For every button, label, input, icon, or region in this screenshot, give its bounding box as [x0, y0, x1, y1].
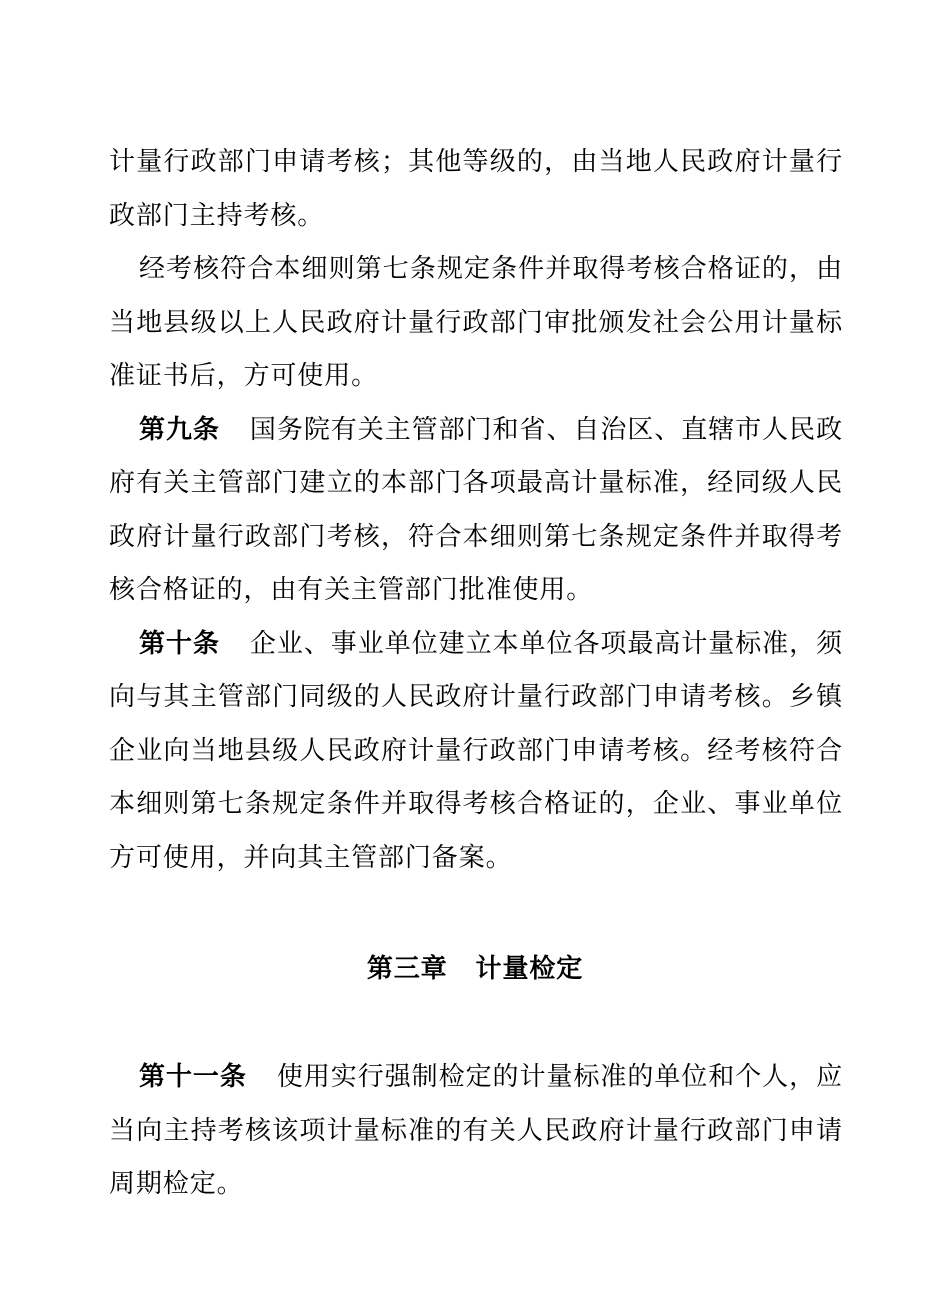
article-10-number: 第十条 [139, 628, 220, 659]
text-section-top [109, 136, 843, 885]
paragraph-continuation: 计量行政部门申请考核；其他等级的，由当地人民政府计量行政部门主持考核。 [109, 147, 843, 231]
article-11 [109, 1051, 843, 1212]
paragraph-approval: 经考核符合本细则第七条规定条件并取得考核合格证的，由当地县级以上人民政府计量行政部门审批颁发社会公用计量标准证书后，方可使用。 [109, 254, 843, 391]
text-section-bottom [109, 1051, 843, 1212]
chapter-number: 第三章 [366, 954, 448, 984]
article-10-text: 企业、事业单位建立本单位各项最高计量标准，须向与其主管部门同级的人民政府计量行政部门申请考核。乡镇企业向当地县级人民政府计量行政部门申请考核。经考核符合本细则第七条规定条件并取得考核合格证的，企业、事业单位方可使用，并向其主管部门备案。 [109, 628, 843, 873]
article-11-text: 使用实行强制检定的计量标准的单位和个人，应当向主持考核该项计量标准的有关人民政府计量行政部门申请周期检定。 [109, 1062, 843, 1199]
article-9-number: 第九条 [139, 414, 220, 445]
article-11-number: 第十一条 [139, 1062, 247, 1092]
chapter-heading [0, 943, 950, 996]
article-9 [109, 404, 843, 618]
chapter-title: 计量检定 [475, 954, 584, 984]
article-9-text: 国务院有关主管部门和省、自治区、直辖市人民政府有关主管部门建立的本部门各项最高计量标准，经同级人民政府计量行政部门考核，符合本细则第七条规定条件并取得考核合格证的，由有关主管部门批准使用。 [109, 414, 843, 605]
article-10 [109, 618, 843, 886]
